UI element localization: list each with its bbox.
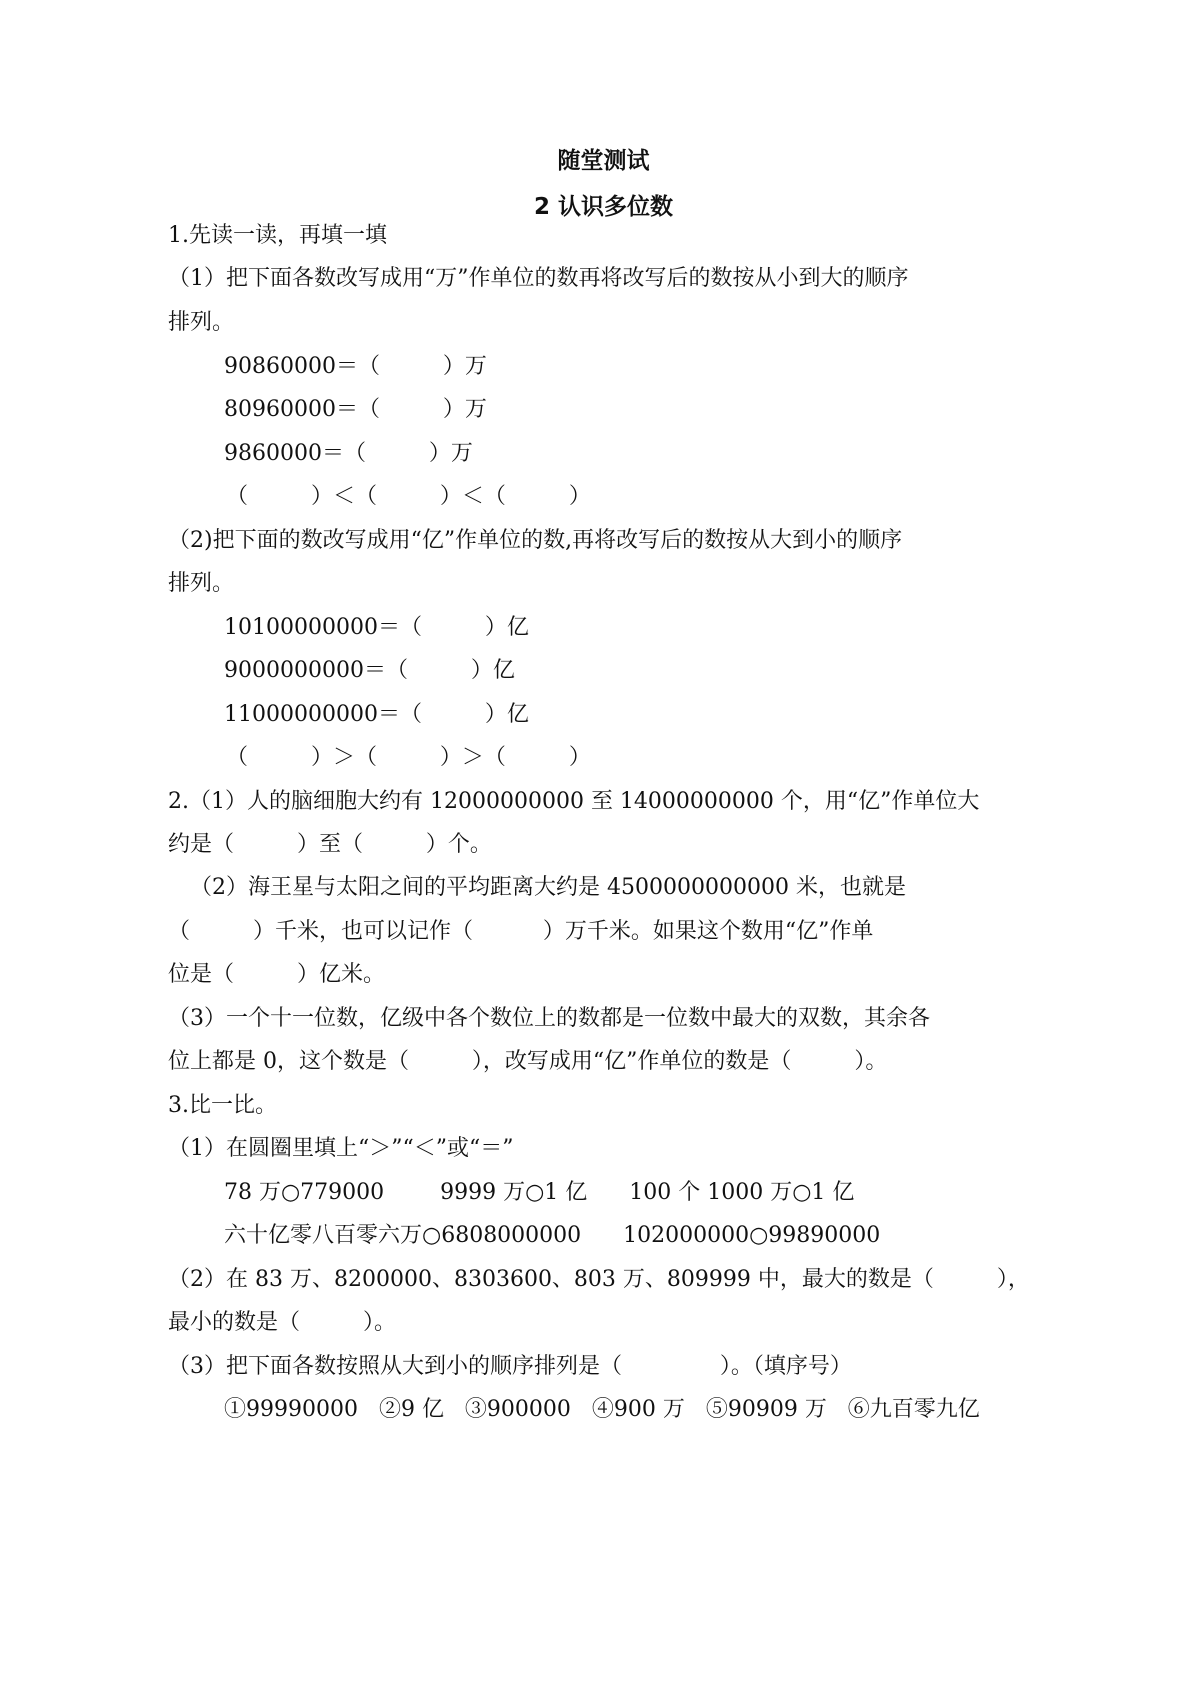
q1-part2-instruction: （2)把下面的数改写成用“亿”作单位的数,再将改写后的数按从大到小的顺序: [168, 528, 903, 553]
q1-part1-item-3: 9860000＝（ ）万: [224, 441, 473, 466]
q1-part2-item-2: 9000000000＝（ ）亿: [224, 658, 515, 683]
q3-heading: 3.比一比。: [168, 1093, 277, 1118]
q2-part2: （2）海王星与太阳之间的平均距离大约是 4500000000000 米，也就是: [190, 875, 906, 900]
q3-part3-items: ①99990000 ②9 亿 ③900000 ④900 万 ⑤90909 万 ⑥九百零九亿: [224, 1397, 980, 1422]
q1-part1-instruction-cont: 排列。: [168, 310, 235, 335]
q3-part1-row-2: 六十亿零八百零六万○6808000000 102000000○99890000: [224, 1223, 881, 1248]
q3-part1-instruction: （1）在圆圈里填上“＞”“＜”或“＝”: [168, 1136, 514, 1161]
q2-part2-cont-2: 位是（ ）亿米。: [168, 962, 385, 987]
q3-part2-cont: 最小的数是（ ）。: [168, 1310, 396, 1335]
q1-part1-item-1: 90860000＝（ ）万: [224, 354, 487, 379]
q1-part1-instruction: （1）把下面各数改写成用“万”作单位的数再将改写后的数按从小到大的顺序: [168, 266, 909, 291]
q1-part2-instruction-cont: 排列。: [168, 571, 235, 596]
q1-heading: 1.先读一读，再填一填: [168, 223, 387, 248]
q3-part1-row-1: 78 万○779000 9999 万○1 亿 100 个 1000 万○1 亿: [224, 1180, 855, 1205]
q1-part2-order: （ ）＞（ ）＞（ ）: [226, 745, 591, 770]
q3-part2: （2）在 83 万、8200000、8303600、803 万、809999 中，最大的数是（ ），: [168, 1267, 1030, 1292]
q2-part1-cont: 约是（ ）至（ ）个。: [168, 832, 492, 857]
q3-part3-instruction: （3）把下面各数按照从大到小的顺序排列是（ ）。（填序号）: [168, 1354, 852, 1379]
q1-part2-item-1: 10100000000＝（ ）亿: [224, 615, 529, 640]
q2-part2-cont: （ ）千米，也可以记作（ ）万千米。如果这个数用“亿”作单: [168, 919, 874, 944]
q1-part1-order: （ ）＜（ ）＜（ ）: [226, 484, 591, 509]
q1-part2-item-3: 11000000000＝（ ）亿: [224, 702, 529, 727]
q2-part3-cont: 位上都是 0，这个数是（ ），改写成用“亿”作单位的数是（ ）。: [168, 1049, 888, 1074]
q2-part1: 2.（1）人的脑细胞大约有 12000000000 至 14000000000 个，用“亿”作单位大: [168, 789, 980, 814]
page-subtitle: 2 认识多位数: [533, 194, 673, 220]
q2-part3: （3）一个十一位数，亿级中各个数位上的数都是一位数中最大的双数，其余各: [168, 1006, 930, 1031]
q1-part1-item-2: 80960000＝（ ）万: [224, 397, 487, 422]
page-title: 随堂测试: [557, 148, 650, 174]
